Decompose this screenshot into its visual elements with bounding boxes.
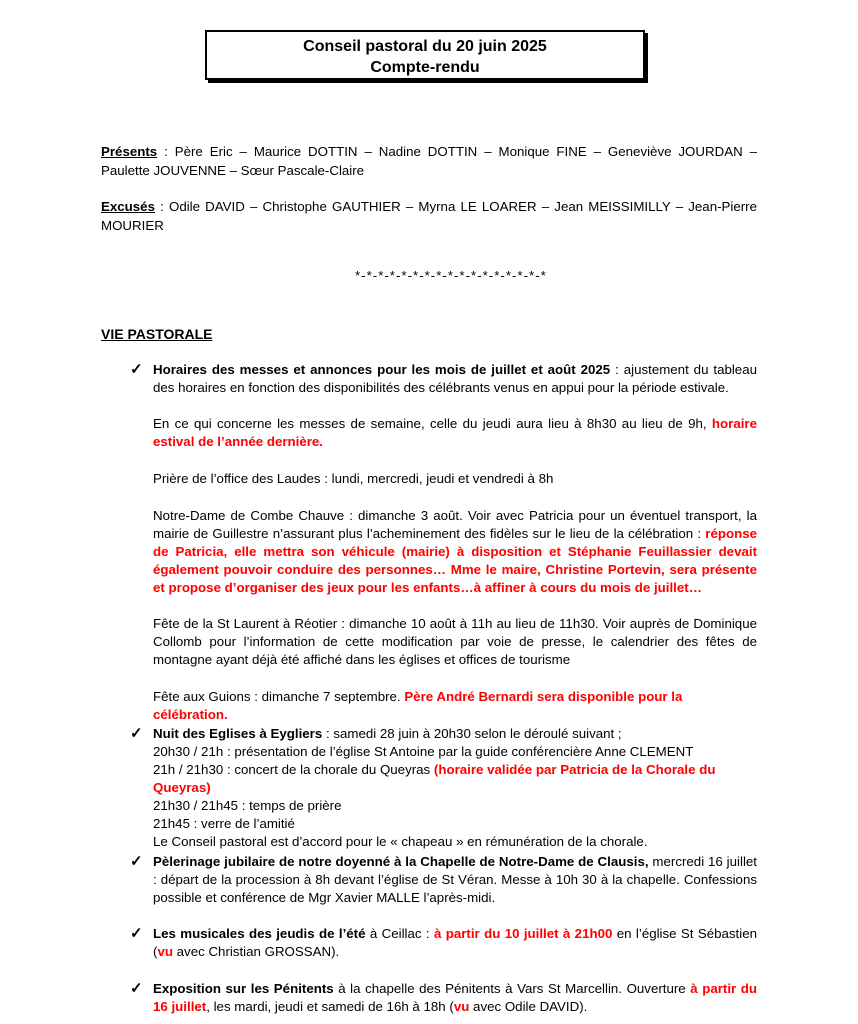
checkmark-icon: ✓ xyxy=(130,361,143,378)
checkmark-icon: ✓ xyxy=(130,853,143,870)
section-title: VIE PASTORALE xyxy=(101,326,213,342)
document-title: Conseil pastoral du 20 juin 2025 xyxy=(303,38,547,55)
presents-list: Père Eric – Maurice DOTTIN – Nadine DOTTIN – Monique FINE – Geneviève JOURDAN – Paulette JOUVENNE – Sœur Pascale-Claire xyxy=(101,144,757,178)
nuit-line-4: 21h45 : verre de l’amitié xyxy=(153,816,295,831)
excuses-paragraph: Excusés : Odile DAVID – Christophe GAUTHIER – Myrna LE LOARER – Jean MEISSIMILLY – Jean-Pierre MOURIER xyxy=(101,199,757,233)
item-nuit-eglises: Nuit des Eglises à Eygliers : samedi 28 juin à 20h30 selon le déroulé suivant ; 20h30 / 21h : présentation de l’église St Antoine par la guide conférencière Anne CLEMENT 21h / 21h30 : concert de la chorale du Queyras (horaire validée par Patricia de la Chorale du Queyras) 21h30 / 21h45 : temps de prière 21h45 : verre de l’amitié Le Conseil pastoral est d’accord pour le « chapeau » en rémunération de la chorale. xyxy=(153,725,757,851)
separator-line: *-*-*-*-*-*-*-*-*-*-*-*-*-*-*-*-* xyxy=(355,268,547,283)
item-exposition: Exposition sur les Pénitents à la chapelle des Pénitents à Vars St Marcellin. Ouverture à partir du 16 juillet, les mardi, jeudi et samedi de 16h à 18h (vu avec Odile DAVID). xyxy=(153,981,757,1014)
checkmark-icon: ✓ xyxy=(130,925,143,942)
nuit-line-3: 21h30 / 21h45 : temps de prière xyxy=(153,798,342,813)
checkmark-icon: ✓ xyxy=(130,725,143,742)
excuses-list: Odile DAVID – Christophe GAUTHIER – Myrna LE LOARER – Jean MEISSIMILLY – Jean-Pierre MOURIER xyxy=(101,199,757,233)
presents-label: Présents xyxy=(101,144,158,159)
nuit-line-2: 21h / 21h30 : concert de la chorale du Queyras (horaire validée par Patricia de la Chorale du Queyras) xyxy=(153,762,716,795)
document-subtitle: Compte-rendu xyxy=(370,59,480,76)
horaires-guions: Fête aux Guions : dimanche 7 septembre. Père André Bernardi sera disponible pour la célébration. xyxy=(153,689,683,722)
presents-paragraph: Présents : Père Eric – Maurice DOTTIN – Nadine DOTTIN – Monique FINE – Geneviève JOURDAN – Paulette JOUVENNE – Sœur Pascale-Claire xyxy=(101,144,757,178)
nuit-line-1: 20h30 / 21h : présentation de l’église St Antoine par la guide conférencière Anne CLEMENT xyxy=(153,744,694,759)
horaires-combe-chauve: Notre-Dame de Combe Chauve : dimanche 3 août. Voir avec Patricia pour un éventuel transport, la mairie de Guillestre n’assurant plus l’acheminement des fidèles sur le lieu de la célébration : réponse de Patricia, elle mettra son véhicule (mairie) à disposition et Stéphanie Feuillassier devait également pouvoir conduire des personnes… Mme le maire, Christine Portevin, sera présente et propose d’organiser des jeux pour les enfants…à affiner à cours du mois de juillet… xyxy=(153,508,757,595)
horaires-laudes: Prière de l’office des Laudes : lundi, mercredi, jeudi et vendredi à 8h xyxy=(153,471,554,486)
nuit-line-5: Le Conseil pastoral est d’accord pour le « chapeau » en rémunération de la chorale. xyxy=(153,834,648,849)
horaires-semaine: En ce qui concerne les messes de semaine, celle du jeudi aura lieu à 8h30 au lieu de 9h, horaire estival de l’année dernière. xyxy=(153,416,757,449)
excuses-label: Excusés xyxy=(101,199,155,214)
document-title-box xyxy=(205,30,645,80)
horaires-st-laurent: Fête de la St Laurent à Réotier : dimanche 10 août à 11h au lieu de 11h30. Voir auprès de Dominique Collomb pour l’information de cette modification par voie de presse, le calendrier des fêtes de montagne ayant déjà été affiché dans les églises et offices de tourisme xyxy=(153,616,757,667)
item-horaires: Horaires des messes et annonces pour les mois de juillet et août 2025 : ajustement du tableau des horaires en fonction des disponibilités des célébrants venus en appui pour la période estivale. xyxy=(153,362,757,395)
item-musicales: Les musicales des jeudis de l’été à Ceillac : à partir du 10 juillet à 21h00 en l’église St Sébastien (vu avec Christian GROSSAN). xyxy=(153,926,757,959)
item-pelerinage: Pèlerinage jubilaire de notre doyenné à la Chapelle de Notre-Dame de Clausis, mercredi 16 juillet : départ de la procession à 8h devant l’église de St Véran. Messe à 10h 30 à la chapelle. Confessions possible et conférence de Mgr Xavier MALLE l’après-midi. xyxy=(153,854,757,905)
checkmark-icon: ✓ xyxy=(130,980,143,997)
